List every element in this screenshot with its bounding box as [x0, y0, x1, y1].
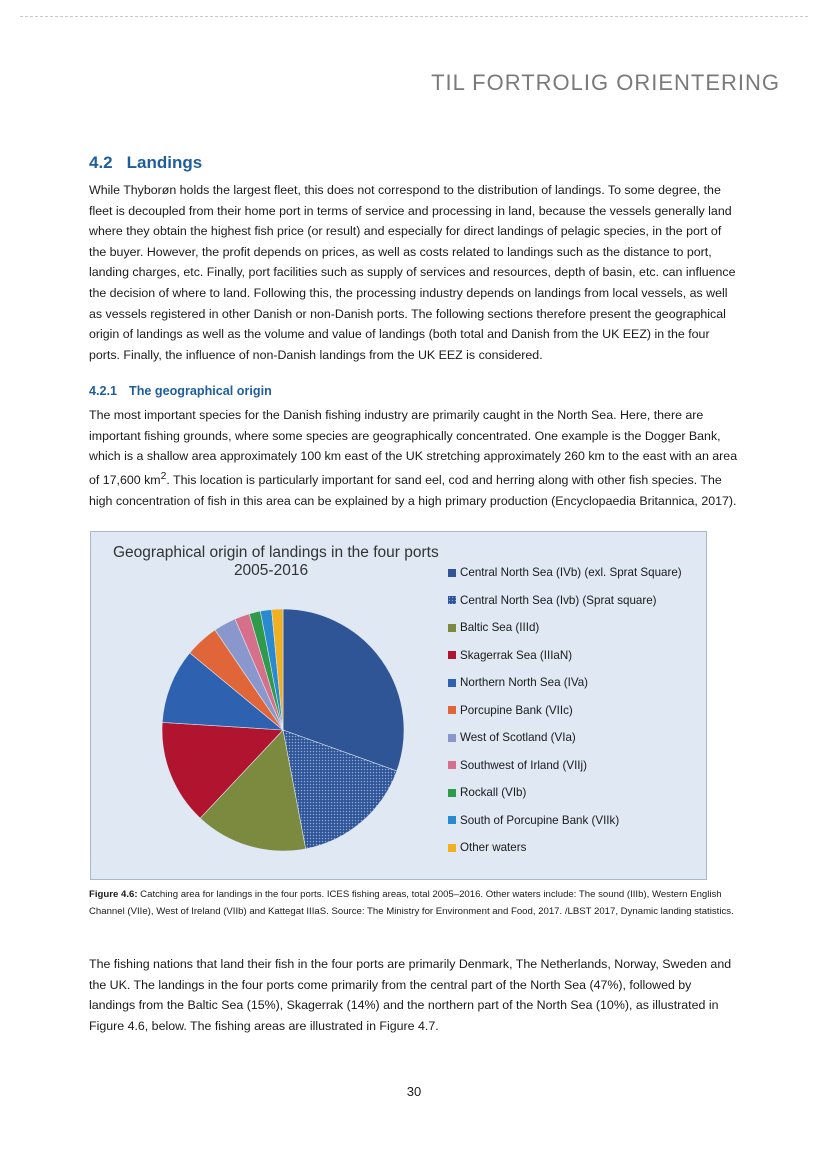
legend-item [448, 807, 682, 835]
legend-item [448, 834, 682, 862]
subsection-heading [89, 384, 272, 398]
page-number: 30 [406, 1084, 422, 1099]
legend-swatch [448, 844, 456, 852]
legend-swatch [448, 651, 456, 659]
legend-item [448, 559, 682, 587]
legend-item [448, 779, 682, 807]
legend-swatch [448, 734, 456, 742]
legend-item [448, 587, 682, 615]
legend-swatch [448, 761, 456, 769]
chart-title: Geographical origin of landings in the four ports [113, 544, 439, 561]
pie-chart-figure [90, 531, 707, 880]
legend-label: Porcupine Bank (VIIc) [460, 703, 573, 717]
subsection-body [89, 405, 739, 511]
section-heading [89, 153, 202, 173]
header-rule [20, 16, 808, 17]
legend-label: Rockall (VIb) [460, 786, 527, 800]
confidentiality-stamp: TIL FORTROLIG ORIENTERING [431, 70, 780, 95]
legend-label: Other waters [460, 841, 527, 855]
subsection-title: The geographical origin [129, 384, 272, 398]
legend-label: South of Porcupine Bank (VIIk) [460, 813, 620, 827]
legend-label: Northern North Sea (IVa) [460, 676, 589, 690]
section-number: 4.2 [89, 153, 113, 172]
legend-item [448, 642, 682, 670]
legend-label: West of Scotland (VIa) [460, 731, 576, 745]
legend-label: Skagerrak Sea (IIIaN) [460, 648, 573, 662]
legend-label: Baltic Sea (IIId) [460, 621, 540, 635]
legend-item [448, 697, 682, 725]
legend-label: Southwest of Irland (VIIj) [460, 758, 587, 772]
legend-item [448, 614, 682, 642]
section-body: While Thyborøn holds the largest fleet, this does not correspond to the distribution of landings. To some degree, the fleet is decoupled from their home port in terms of service and processing in land, because the vessels generally land where they obtain the highest fish price (or result) and especially for direct landings of pelagic species, in the port of the buyer. However, the profit depends on prices, as well as costs related to landings such as the distance to port, landing charges, etc. Finally, port facilities such as supply of services and resources, depth of basin, etc. can influence the decision of where to land. Following this, the processing industry depends on landings from local vessels, as well as vessels registered in other Danish or non-Danish ports. The following sections therefore present the geographical origin of landings as well as the volume and value of landings (both total and Danish from the UK EEZ) in the four ports. Finally, the influence of non-Danish landings from the UK EEZ is considered. [89, 183, 736, 362]
figure-label: Figure 4.6: [89, 889, 138, 900]
closing-paragraph: The fishing nations that land their fish in the four ports are primarily Denmark, The Netherlands, Norway, Sweden and the UK. The landings in the four ports come primarily from the central part of the North Sea (47%), followed by landings from the Baltic Sea (15%), Skagerrak (14%) and the northern part of the North Sea (10%), as illustrated in Figure 4.6, below. The fishing areas are illustrated in Figure 4.7. [89, 957, 732, 1033]
legend-swatch [448, 706, 456, 714]
legend-item [448, 669, 682, 697]
legend-swatch [448, 816, 456, 824]
figure-caption-text: Catching area for landings in the four ports. ICES fishing areas, total 2005–2016. Other waters include: The sound (IIIb), Western English Channel (VIIe), West of Ireland (VIIb) and Kattegat IIIaS. Source: The Ministry for Environment and Food, 2017. /LBST 2017, Dynamic landing statistics. [89, 889, 734, 917]
legend-swatch [448, 569, 456, 577]
legend-label: Central North Sea (IVb) (exl. Sprat Square) [460, 566, 682, 580]
legend-swatch [448, 789, 456, 797]
legend-swatch [448, 596, 456, 604]
legend-swatch [448, 624, 456, 632]
body-part-2: . This location is particularly important for sand eel, cod and herring along with other fish species. The high concentration of fish in this area can be explained by a high primary production (Encyclopaedia Britannica, 2017). [89, 472, 737, 508]
section-title: Landings [126, 153, 203, 172]
body-part-1: The most important species for the Danish fishing industry are primarily caught in the North Sea. Here, there are important fishing grounds, where some species are geographically concentrated. One example is the Dogger Bank, which is a shallow area approximately 100 km east of the UK stretching approximately 260 km to the east with an area of 17,600 km [89, 408, 738, 487]
chart-subtitle: 2005-2016 [233, 562, 309, 579]
superscript: 2 [160, 470, 167, 482]
legend-label: Central North Sea (Ivb) (Sprat square) [460, 593, 657, 607]
legend-item [448, 724, 682, 752]
figure-caption [89, 886, 734, 920]
chart-legend [448, 559, 682, 862]
subsection-number: 4.2.1 [89, 384, 118, 398]
pie-chart [159, 606, 407, 854]
legend-item [448, 752, 682, 780]
legend-swatch [448, 679, 456, 687]
chart-title-block [113, 544, 439, 580]
